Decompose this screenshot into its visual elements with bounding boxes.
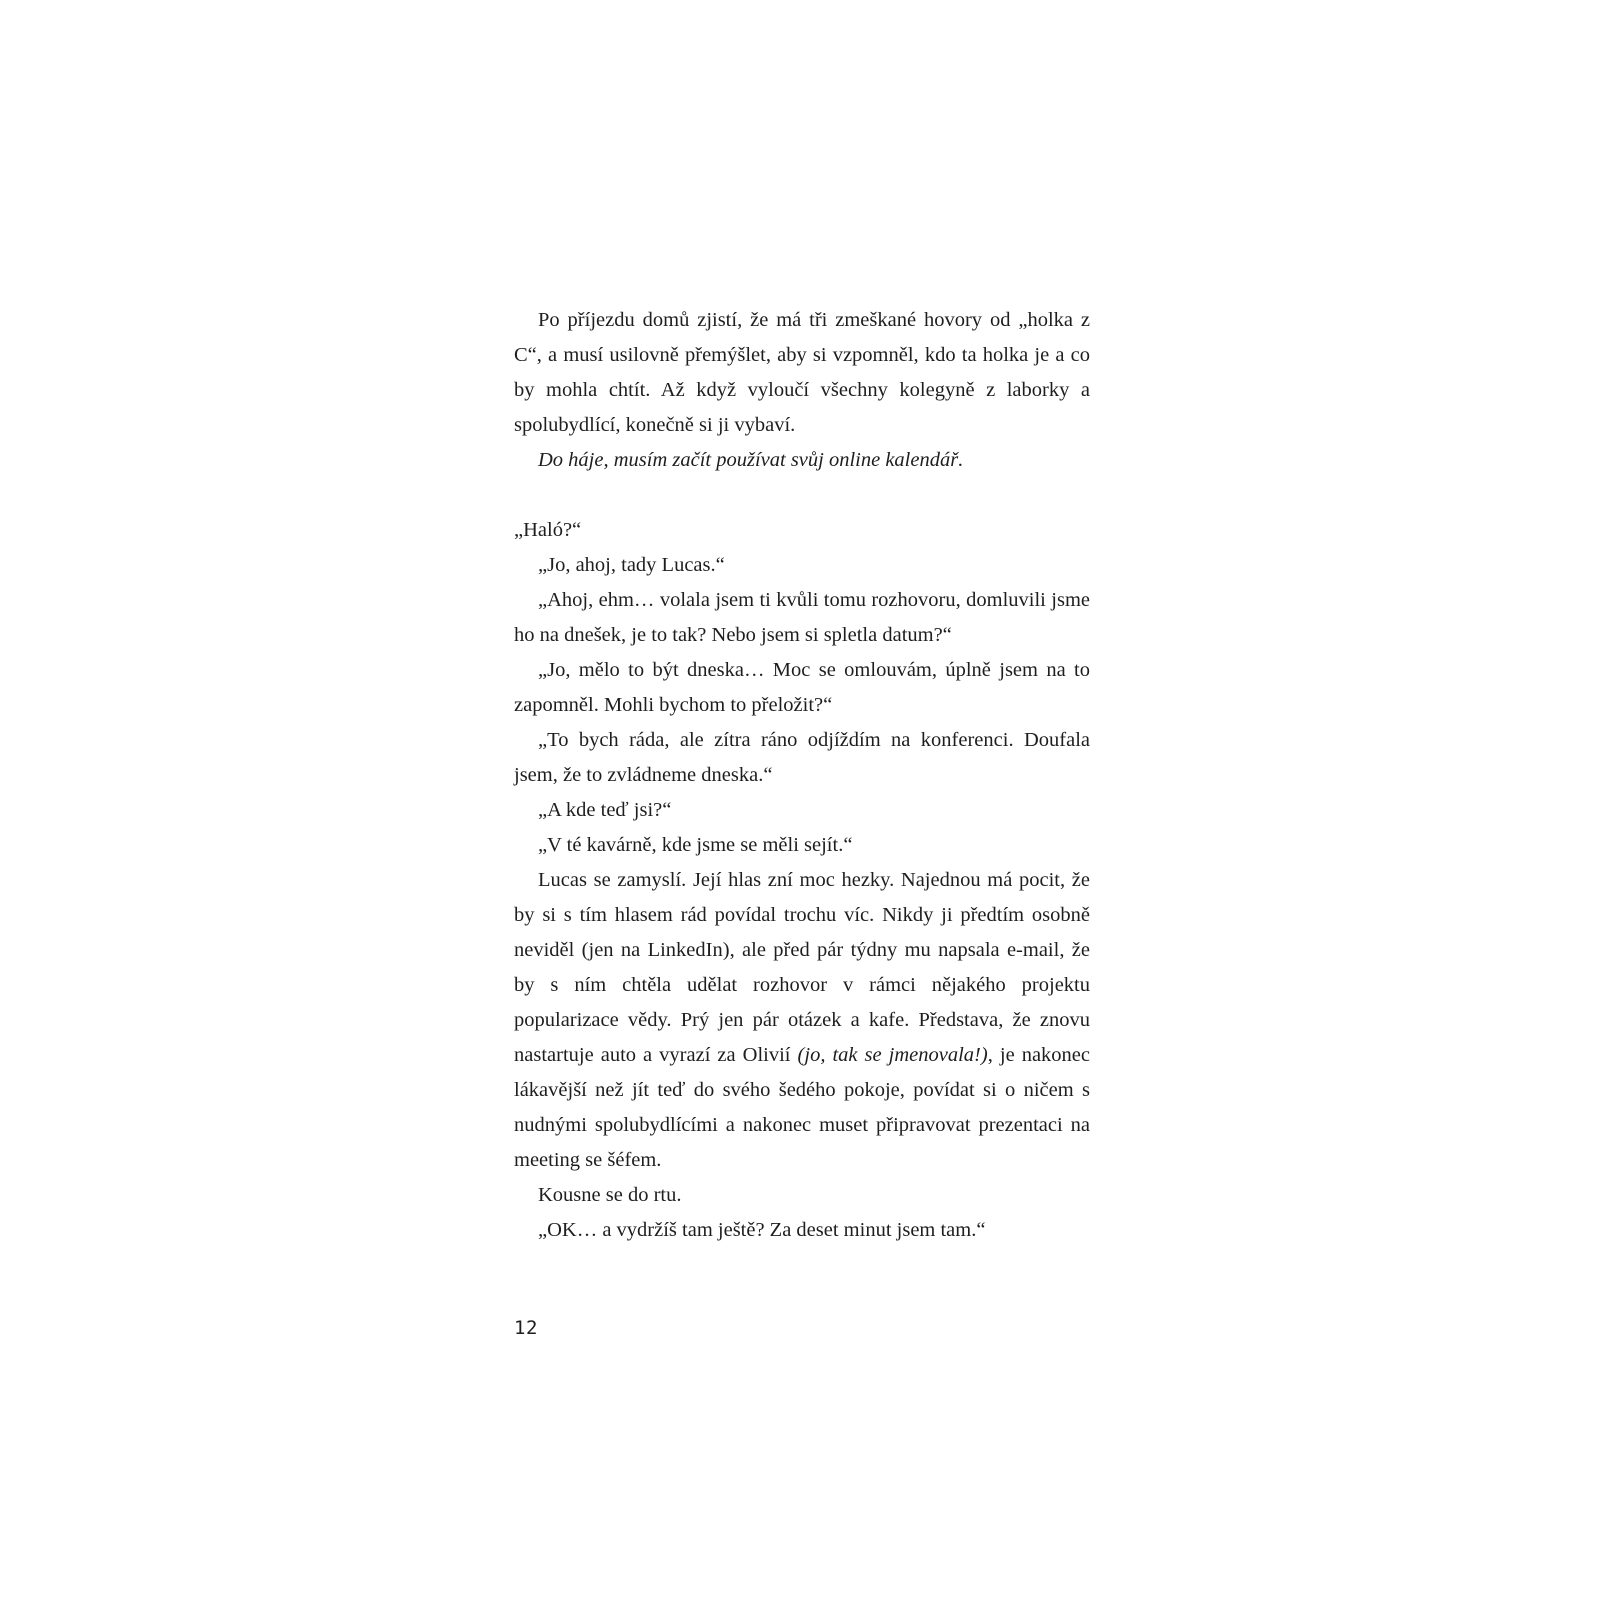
body-text (514, 303, 1090, 1248)
dialogue-lucas-intro: „Jo, ahoj, tady Lucas.“ (538, 554, 725, 576)
paragraph-bites-lip: Kousne se do rtu. (538, 1184, 682, 1206)
paragraph-lucas-thinks (514, 863, 1090, 1178)
section-break (514, 478, 1090, 513)
dialogue-cafe: „V té kavárně, kde jsme se měli sejít.“ (538, 834, 853, 856)
dialogue-hello: „Haló?“ (514, 519, 582, 541)
dialogue-interview-call: „Ahoj, ehm… volala jsem ti kvůli tomu rozhovoru, domluvili jsme ho na dnešek, je to tak? Nebo jsem si spletla datum?“ (514, 589, 1090, 646)
dialogue-apology: „Jo, mělo to být dneska… Moc se omlouvám, úplně jsem na to zapomněl. Mohli bychom to přeložit?“ (514, 659, 1090, 716)
lucas-text-start: Lucas se zamyslí. Její hlas zní moc hezky. Najednou má pocit, že by si s tím hlasem rád povídal trochu víc. Nikdy ji předtím osobně neviděl (jen na LinkedIn), ale před pár týdny mu napsala e-mail, že by s ním chtěla udělat rozhovor v rámci nějakého projektu popularizace vědy. Prý jen pár otázek a kafe. Představa, že znovu nastartuje auto a vyrazí za Olivií (514, 869, 1090, 1066)
lucas-text-end: , je nakonec lákavější než jít teď do svého šedého pokoje, povídat si o ničem s nudnými spolubydlícími a nakonec muset připravovat prezentaci na meeting se šéfem. (514, 1044, 1091, 1171)
dialogue-conference: „To bych ráda, ale zítra ráno odjíždím na konferenci. Doufala jsem, že to zvládneme dneska.“ (514, 729, 1090, 786)
page-number: 12 (514, 1317, 538, 1339)
paragraph-arrival: Po příjezdu domů zjistí, že má tři zmeškané hovory od „holka z C“, a musí usilovně přemýšlet, aby si vzpomněl, kdo ta holka je a co by mohla chtít. Až když vyloučí všechny kolegyně z laborky a spolubydlící, konečně si ji vybaví. (514, 309, 1090, 436)
paragraph-inner-thought: Do háje, musím začít používat svůj online kalendář. (538, 449, 964, 471)
lucas-text-italic-aside: (jo, tak se jmenovala!) (797, 1044, 988, 1066)
dialogue-where-are-you: „A kde teď jsi?“ (538, 799, 672, 821)
dialogue-ten-minutes: „OK… a vydržíš tam ještě? Za deset minut jsem tam.“ (538, 1219, 986, 1241)
